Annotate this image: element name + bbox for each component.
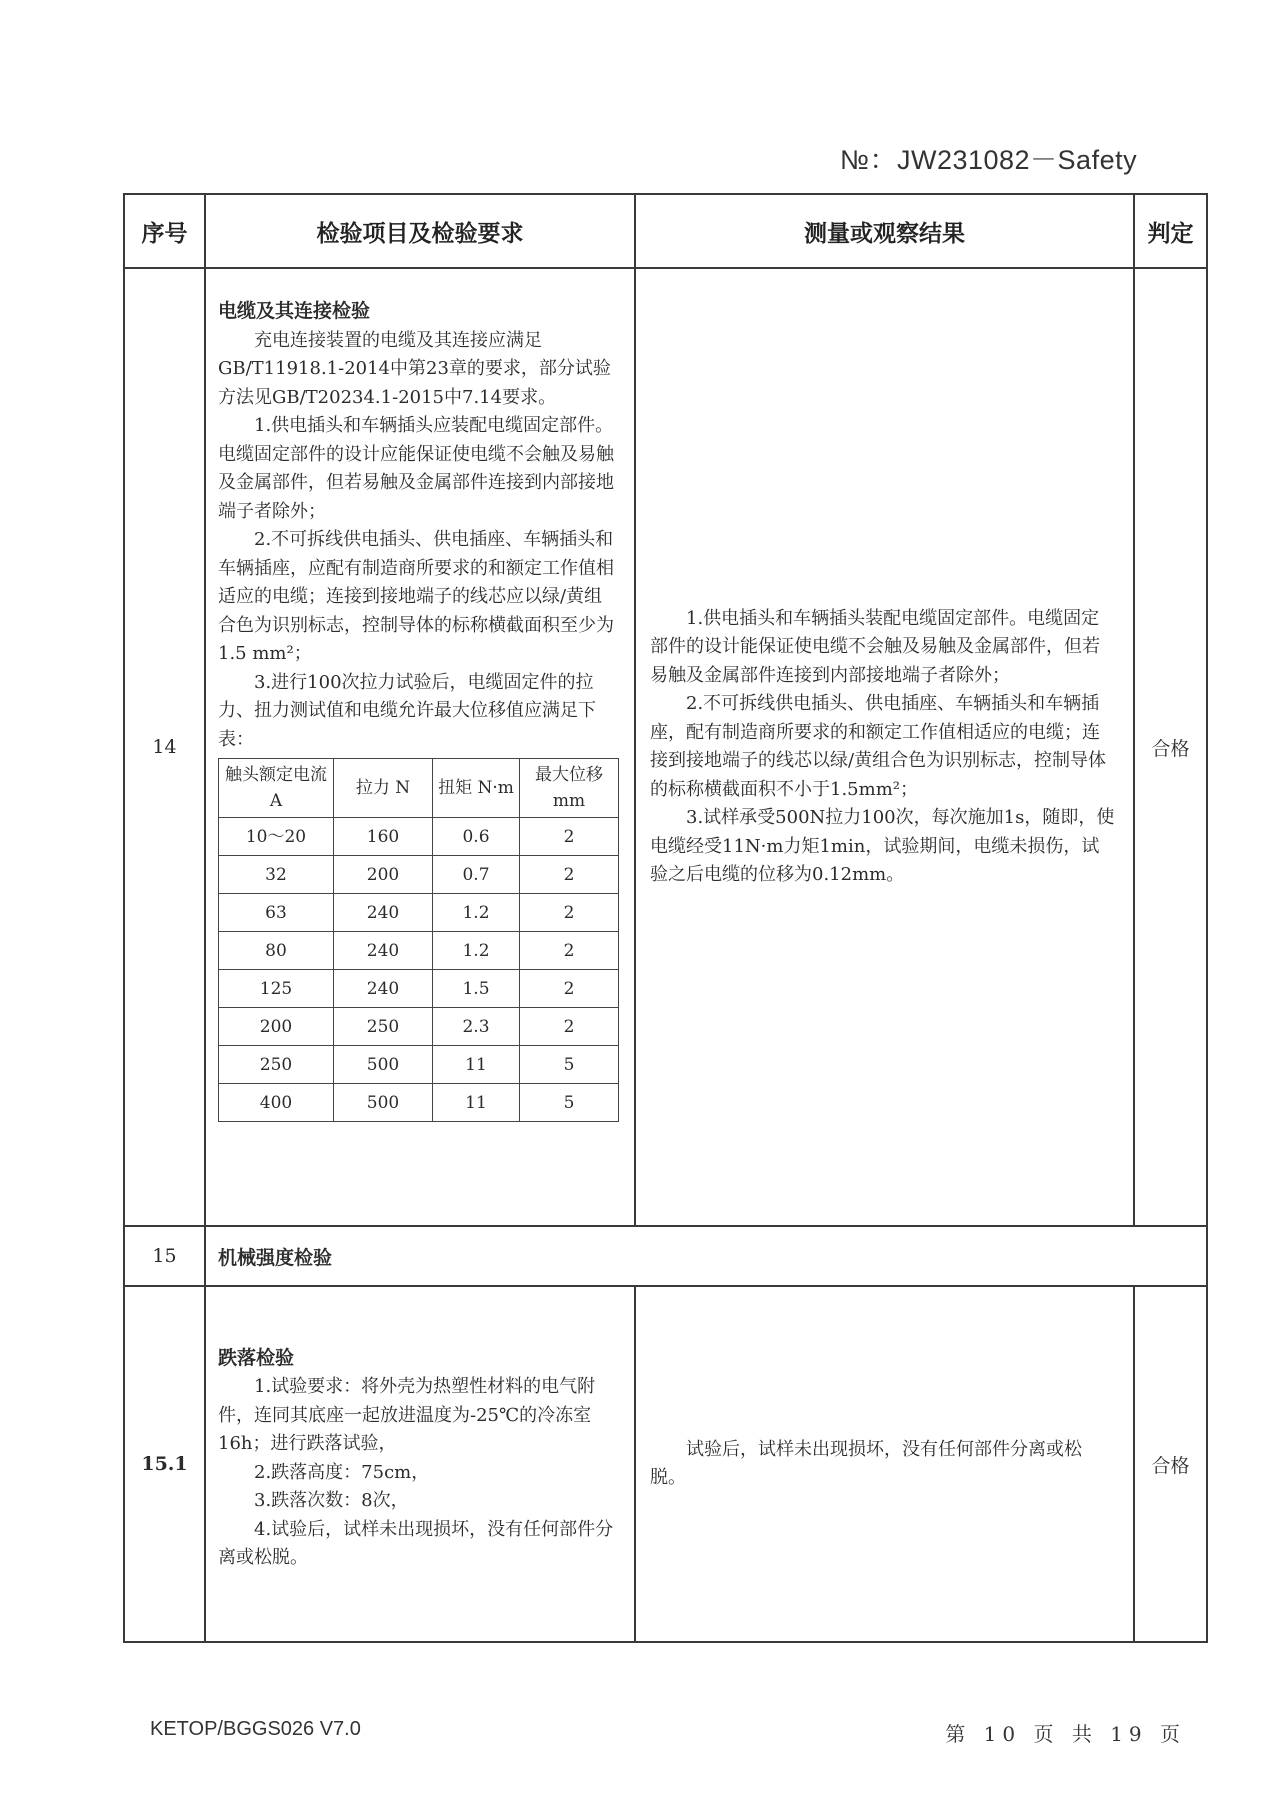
table-cell: 0.7	[433, 856, 520, 894]
table-cell: 240	[334, 970, 433, 1008]
table-row	[219, 970, 619, 1008]
item-title: 跌落检验	[218, 1346, 295, 1369]
table-row	[219, 856, 619, 894]
table-row	[124, 1226, 1207, 1286]
verdict-cell: 合格	[1134, 268, 1207, 1226]
table-cell: 5	[520, 1046, 619, 1084]
table-cell: 2	[520, 970, 619, 1008]
table-cell: 400	[219, 1084, 334, 1122]
table-cell: 160	[334, 818, 433, 856]
table-cell: 2	[520, 932, 619, 970]
table-cell: 2	[520, 818, 619, 856]
table-cell: 240	[334, 932, 433, 970]
table-cell: 500	[334, 1084, 433, 1122]
table-row	[219, 1008, 619, 1046]
table-row	[219, 932, 619, 970]
table-cell: 2	[520, 1008, 619, 1046]
table-cell: 5	[520, 1084, 619, 1122]
requirement-text: 2.跌落高度：75cm，	[254, 1461, 430, 1483]
result-text: 试验后，试样未出现损坏，没有任何部件分离或松脱。	[650, 1438, 1082, 1488]
table-cell: 200	[334, 856, 433, 894]
result-text: 2.不可拆线供电插头、供电插座、车辆插头和车辆插座，配有制造商所要求的和额定工作值相适应的电缆；连接到接地端子的线芯以绿/黄组合色为识别标志，控制导体的标称横截面积不小于1.5mm²；	[650, 693, 1107, 800]
table-cell: 200	[219, 1008, 334, 1046]
table-cell: 1.2	[433, 932, 520, 970]
result-cell	[635, 268, 1134, 1226]
table-row	[219, 1084, 619, 1122]
header-result: 测量或观察结果	[635, 194, 1134, 268]
row-seq: 15.1	[124, 1286, 205, 1642]
row-seq: 15	[124, 1226, 205, 1286]
result-cell	[635, 1286, 1134, 1642]
table-cell: 125	[219, 970, 334, 1008]
table-cell: 80	[219, 932, 334, 970]
table-cell: 0.6	[433, 818, 520, 856]
inspection-table	[123, 193, 1208, 1643]
inner-header-row	[219, 759, 619, 818]
table-cell: 10～20	[219, 818, 334, 856]
requirement-text: 3.进行100次拉力试验后，电缆固定件的拉力、扭力测试值和电缆允许最大位移值应满足下表：	[218, 671, 596, 750]
table-cell: 250	[219, 1046, 334, 1084]
table-header-row	[124, 194, 1207, 268]
table-row	[124, 268, 1207, 1226]
inner-header: 扭矩 N·m	[433, 759, 520, 818]
table-cell: 2	[520, 894, 619, 932]
doc-code: KETOP/BGGS026 V7.0	[150, 1718, 361, 1740]
requirement-text: 3.跌落次数：8次，	[254, 1490, 409, 1511]
inner-header: 触头额定电流 A	[219, 759, 334, 818]
section-title: 机械强度检验	[205, 1226, 1207, 1286]
table-cell: 11	[433, 1046, 520, 1084]
item-title: 电缆及其连接检验	[218, 300, 371, 322]
table-cell: 32	[219, 856, 334, 894]
page-number: 第 10 页 共 19 页	[945, 1722, 1186, 1746]
table-cell: 2	[520, 856, 619, 894]
table-cell: 1.5	[433, 970, 520, 1008]
requirement-text: 充电连接装置的电缆及其连接应满足GB/T11918.1-2014中第23章的要求，部分试验方法见GB/T20234.1-2015中7.14要求。	[218, 329, 611, 408]
requirement-cell	[205, 268, 635, 1226]
table-cell: 240	[334, 894, 433, 932]
row-seq: 14	[124, 268, 205, 1226]
header-seq: 序号	[124, 194, 205, 268]
inner-header: 最大位移 mm	[520, 759, 619, 818]
table-cell: 2.3	[433, 1008, 520, 1046]
result-text: 1.供电插头和车辆插头装配电缆固定部件。电缆固定部件的设计能保证使电缆不会触及易触及金属部件，但若易触及金属部件连接到内部接地端子者除外；	[650, 607, 1100, 686]
header-verdict: 判定	[1134, 194, 1207, 268]
inner-header: 拉力 N	[334, 759, 433, 818]
table-row	[124, 1286, 1207, 1642]
verdict-cell: 合格	[1134, 1286, 1207, 1642]
table-cell: 11	[433, 1084, 520, 1122]
header-item: 检验项目及检验要求	[205, 194, 635, 268]
table-row	[219, 818, 619, 856]
requirement-text: 4.试验后，试样未出现损坏，没有任何部件分离或松脱。	[218, 1518, 614, 1568]
table-row	[219, 894, 619, 932]
table-row	[219, 1046, 619, 1084]
report-number: №：JW231082－Safety	[840, 145, 1138, 175]
table-cell: 1.2	[433, 894, 520, 932]
requirement-text: 1.供电插头和车辆插头应装配电缆固定部件。电缆固定部件的设计应能保证使电缆不会触及易触及金属部件，但若易触及金属部件连接到内部接地端子者除外；	[218, 415, 614, 522]
result-text: 3.试样承受500N拉力100次，每次施加1s，随即，使电缆经受11N·m力矩1min，试验期间，电缆未损伤，试验之后电缆的位移为0.12mm。	[650, 807, 1115, 885]
requirement-text: 2.不可拆线供电插头、供电插座、车辆插头和车辆插座，应配有制造商所要求的和额定工作值相适应的电缆；连接到接地端子的线芯应以绿/黄组合色为识别标志，控制导体的标称横截面积至少为 1.5 mm²；	[218, 529, 614, 664]
requirement-text: 1.试验要求：将外壳为热塑性材料的电气附件，连同其底座一起放进温度为-25℃的冷冻室16h；进行跌落试验，	[218, 1376, 596, 1454]
table-cell: 63	[219, 894, 334, 932]
table-cell: 500	[334, 1046, 433, 1084]
table-cell: 250	[334, 1008, 433, 1046]
force-torque-table	[218, 758, 619, 1122]
requirement-cell	[205, 1286, 635, 1642]
